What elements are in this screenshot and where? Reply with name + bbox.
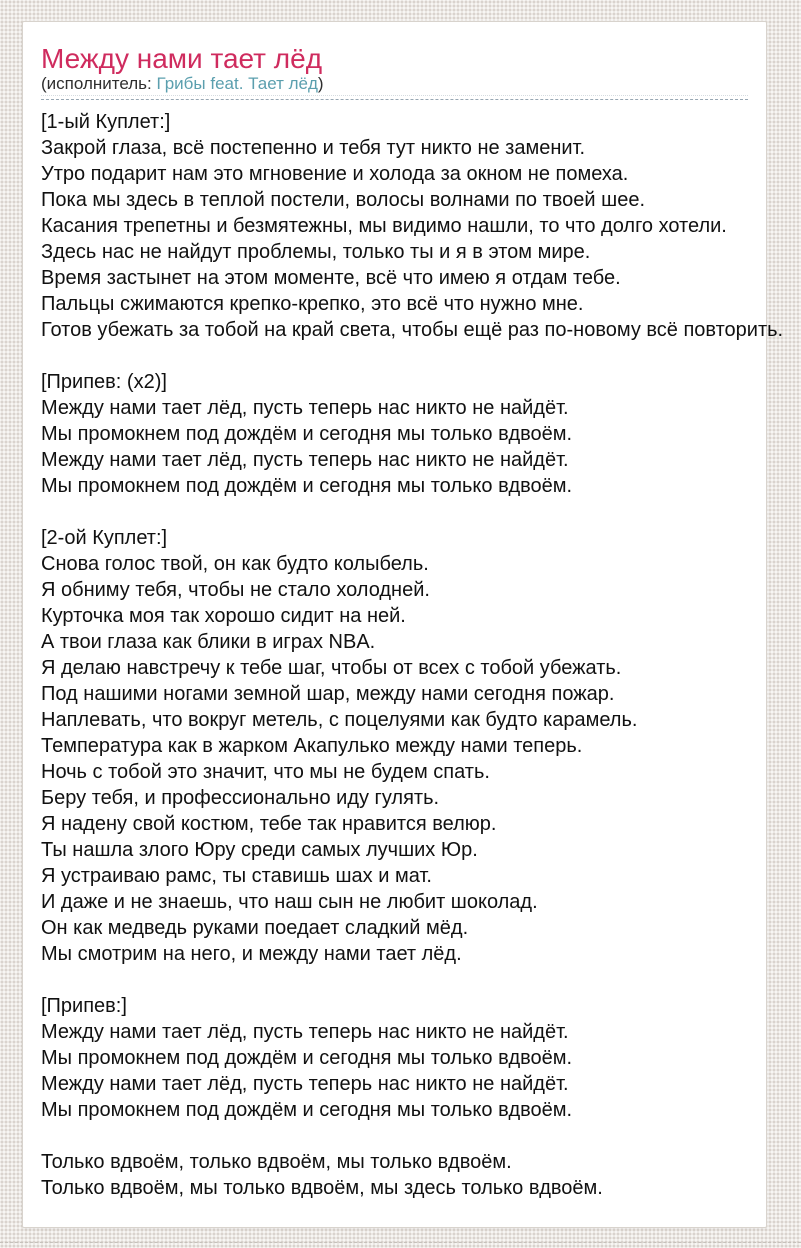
lyric-line: [Припев: (x2)] bbox=[41, 371, 167, 393]
lyric-line: Снова голос твой, он как будто колыбель. bbox=[41, 553, 429, 575]
lyric-line: Ночь с тобой это значит, что мы не будем спать. bbox=[41, 761, 490, 783]
lyric-line: Мы промокнем под дождём и сегодня мы только вдвоём. bbox=[41, 1099, 573, 1121]
stanza bbox=[41, 109, 784, 343]
lyric-line: Касания трепетны и безмятежны, мы видимо нашли, то что долго хотели. bbox=[41, 215, 727, 237]
lyric-line: Между нами тает лёд, пусть теперь нас никто не найдёт. bbox=[41, 397, 569, 419]
lyric-line: Между нами тает лёд, пусть теперь нас никто не найдёт. bbox=[41, 449, 569, 471]
lyric-line: Мы промокнем под дождём и сегодня мы только вдвоём. bbox=[41, 475, 573, 497]
lyric-line: Закрой глаза, всё постепенно и тебя тут никто не заменит. bbox=[41, 137, 586, 159]
lyric-line: Между нами тает лёд, пусть теперь нас никто не найдёт. bbox=[41, 1021, 569, 1043]
lyric-line: Я делаю навстречу к тебе шаг, чтобы от всех с тобой убежать. bbox=[41, 657, 622, 679]
song-title: Между нами тает лёд bbox=[41, 43, 323, 74]
stanza bbox=[41, 1149, 748, 1201]
lyric-line: Только вдвоём, только вдвоём, мы только вдвоём. bbox=[41, 1151, 512, 1173]
lyric-line: А твои глаза как блики в играх NBA. bbox=[41, 631, 376, 653]
artist-line bbox=[41, 74, 748, 94]
lyric-line: Здесь нас не найдут проблемы, только ты и я в этом мире. bbox=[41, 241, 591, 263]
lyric-line: Беру тебя, и профессионально иду гулять. bbox=[41, 787, 440, 809]
artist-label: (исполнитель: bbox=[41, 74, 157, 93]
lyrics bbox=[41, 109, 784, 1201]
lyric-line: И даже и не знаешь, что наш сын не любит шоколад. bbox=[41, 891, 538, 913]
lyric-line: Утро подарит нам это мгновение и холода за окном не помеха. bbox=[41, 163, 629, 185]
lyric-line: Готов убежать за тобой на край света, чтобы ещё раз по-новому всё повторить. bbox=[41, 319, 784, 341]
lyric-line: Он как медведь руками поедает сладкий мёд. bbox=[41, 917, 469, 939]
lyric-line: Мы промокнем под дождём и сегодня мы только вдвоём. bbox=[41, 423, 573, 445]
lyric-line: Я устраиваю рамс, ты ставишь шах и мат. bbox=[41, 865, 432, 887]
lyric-line: [2-ой Куплет:] bbox=[41, 527, 168, 549]
stanza bbox=[41, 993, 748, 1123]
artist-suffix: ) bbox=[317, 74, 324, 93]
lyric-line: Пальцы сжимаются крепко-крепко, это всё что нужно мне. bbox=[41, 293, 584, 315]
lyric-line: Мы промокнем под дождём и сегодня мы только вдвоём. bbox=[41, 1047, 573, 1069]
lyric-line: Я надену свой костюм, тебе так нравится велюр. bbox=[41, 813, 497, 835]
stanza bbox=[41, 525, 748, 967]
lyric-line: [1-ый Куплет:] bbox=[41, 111, 171, 133]
lyric-line: Ты нашла злого Юру среди самых лучших Юр. bbox=[41, 839, 478, 861]
lyric-line: Курточка моя так хорошо сидит на ней. bbox=[41, 605, 406, 627]
lyric-line: Только вдвоём, мы только вдвоём, мы здесь только вдвоём. bbox=[41, 1177, 603, 1199]
header-divider bbox=[41, 95, 748, 100]
lyric-line: [Припев:] bbox=[41, 995, 127, 1017]
artist-link[interactable]: Грибы feat. Тает лёд bbox=[156, 74, 318, 93]
lyric-line: Пока мы здесь в теплой постели, волосы волнами по твоей шее. bbox=[41, 189, 645, 211]
lyric-line: Я обниму тебя, чтобы не стало холодней. bbox=[41, 579, 430, 601]
lyric-line: Мы смотрим на него, и между нами тает лёд. bbox=[41, 943, 462, 965]
lyric-line: Под нашими ногами земной шар, между нами сегодня пожар. bbox=[41, 683, 615, 705]
lyric-line: Время застынет на этом моменте, всё что имею я отдам тебе. bbox=[41, 267, 621, 289]
lyrics-card bbox=[22, 21, 784, 1228]
footer-divider bbox=[0, 1242, 801, 1243]
lyric-line: Температура как в жарком Акапулько между нами теперь. bbox=[41, 735, 583, 757]
stanza bbox=[41, 369, 748, 499]
lyric-line: Наплевать, что вокруг метель, с поцелуями как будто карамель. bbox=[41, 709, 638, 731]
lyric-line: Между нами тает лёд, пусть теперь нас никто не найдёт. bbox=[41, 1073, 569, 1095]
